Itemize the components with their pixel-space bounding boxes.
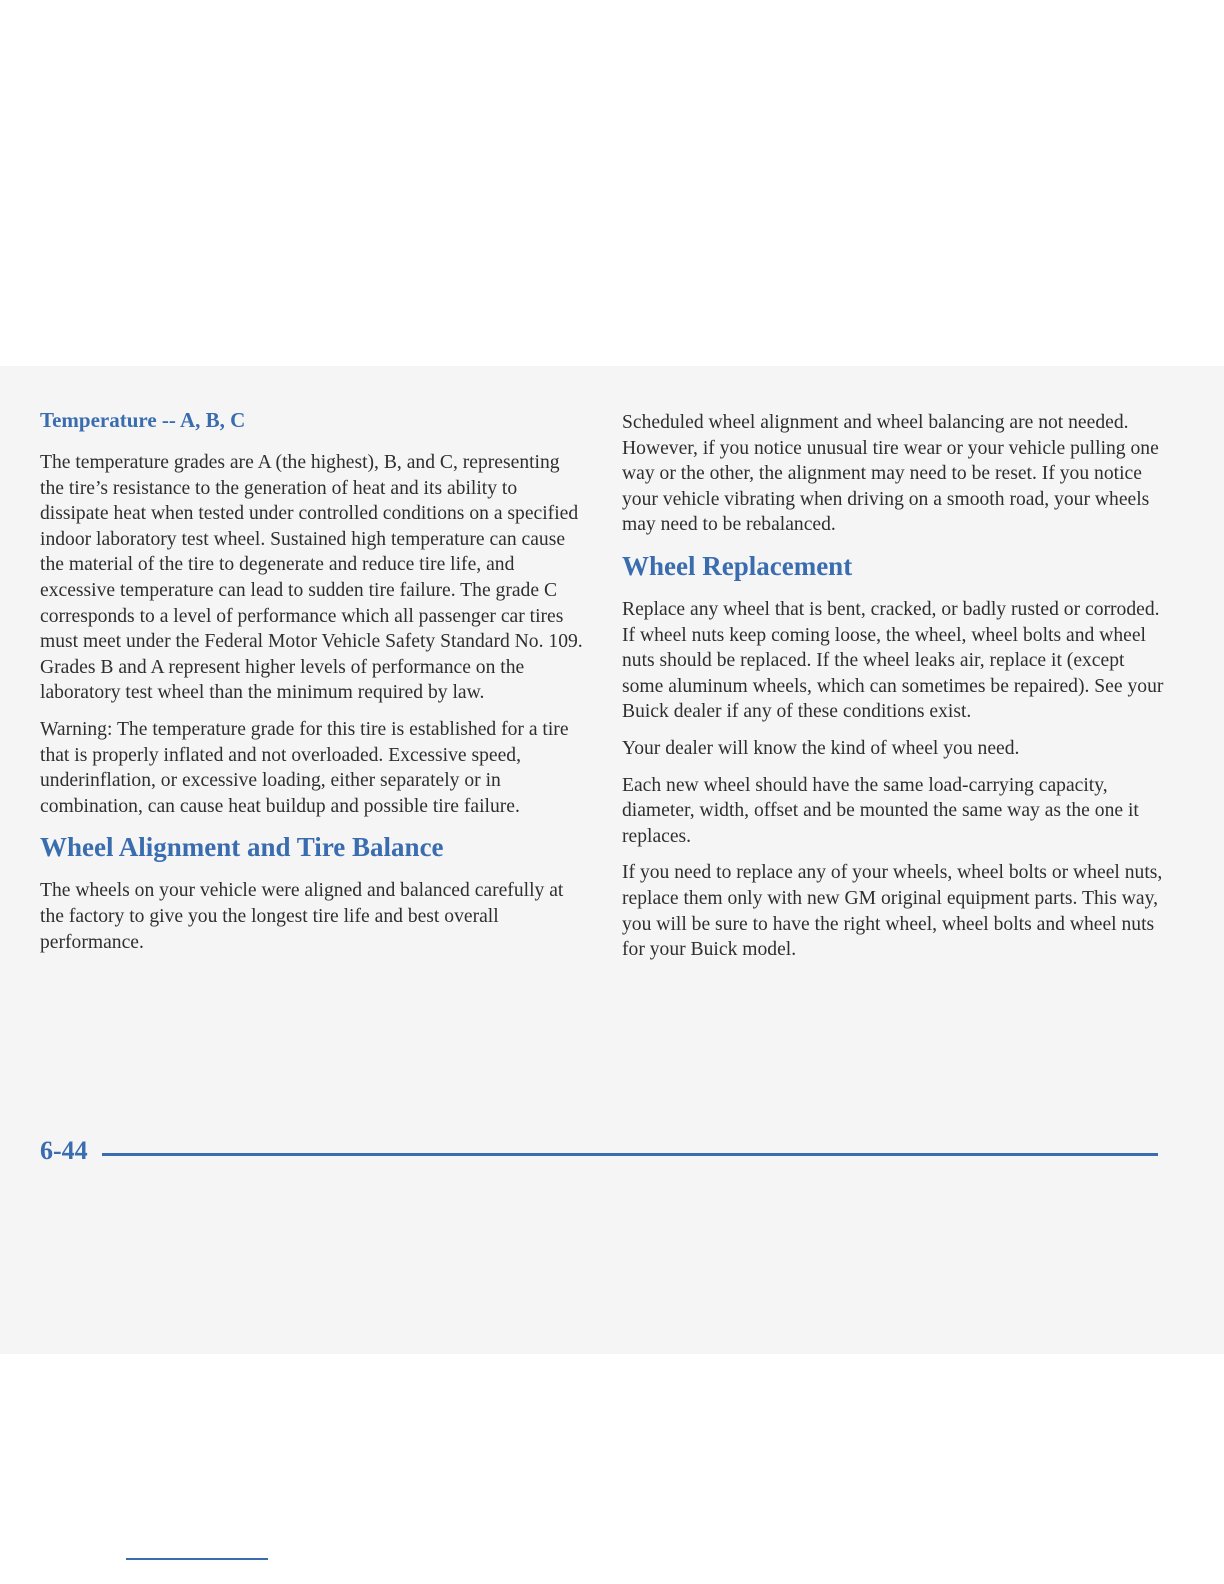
dealer-knows-paragraph: Your dealer will know the kind of wheel you need. [622, 737, 1020, 759]
left-column [40, 406, 585, 966]
page-number: 6-44 [40, 1136, 88, 1165]
footer-rule [102, 1153, 1158, 1156]
wheel-alignment-paragraph: The wheels on your vehicle were aligned and balanced carefully at the factory to give you the longest tire life and best overall performance. [40, 880, 564, 953]
temperature-grades-paragraph: The temperature grades are A (the highest), B, and C, representing the tire’s resistance to the generation of heat and its ability to dissipate heat when tested under controlled conditions on a specified indoor laboratory test wheel. Sustained high temperature can cause the material of the tire to degenerate and reduce tire life, and excessive temperature can lead to sudden tire failure. The grade C corresponds to a level of performance which all passenger car tires must meet under the Federal Motor Vehicle Safety Standard No. 109. Grades B and A represent higher levels of performance on the laboratory test wheel than the minimum required by law. [40, 452, 583, 704]
temperature-warning-paragraph: Warning: The temperature grade for this tire is established for a tire that is properly inflated and not overloaded. Excessive speed, underinflation, or excessive loading, either separately or in combination, can cause heat buildup and possible tire failure. [40, 718, 569, 817]
replace-wheel-paragraph: Replace any wheel that is bent, cracked, or badly rusted or corroded. If wheel nuts keep coming loose, the wheel, wheel bolts and wheel nuts should be replaced. If the wheel leaks air, replace it (except some aluminum wheels, which can sometimes be repaired). See your Buick dealer if any of these conditions exist. [622, 598, 1164, 723]
new-wheel-spec-paragraph: Each new wheel should have the same load-carrying capacity, diameter, width, offset and be mounted the same way as the one it replaces. [622, 774, 1139, 847]
temperature-subheading: Temperature -- A, B, C [40, 408, 246, 432]
page-footer [40, 1134, 1158, 1170]
right-column [622, 410, 1167, 974]
alignment-balancing-paragraph: Scheduled wheel alignment and wheel balancing are not needed. However, if you notice unusual tire wear or your vehicle pulling one way or the other, the alignment may need to be reset. If you notice your vehicle vibrating when driving on a smooth road, your wheels may need to be rebalanced. [622, 412, 1159, 536]
wheel-replacement-title: Wheel Replacement [622, 550, 853, 581]
wheel-alignment-title: Wheel Alignment and Tire Balance [40, 832, 444, 863]
gm-parts-paragraph: If you need to replace any of your wheels, wheel bolts or wheel nuts, replace them only with new GM original equipment parts. This way, you will be sure to have the right wheel, wheel bolts and wheel nuts for your Buick model. [622, 862, 1163, 961]
bottom-divider [126, 1558, 268, 1560]
